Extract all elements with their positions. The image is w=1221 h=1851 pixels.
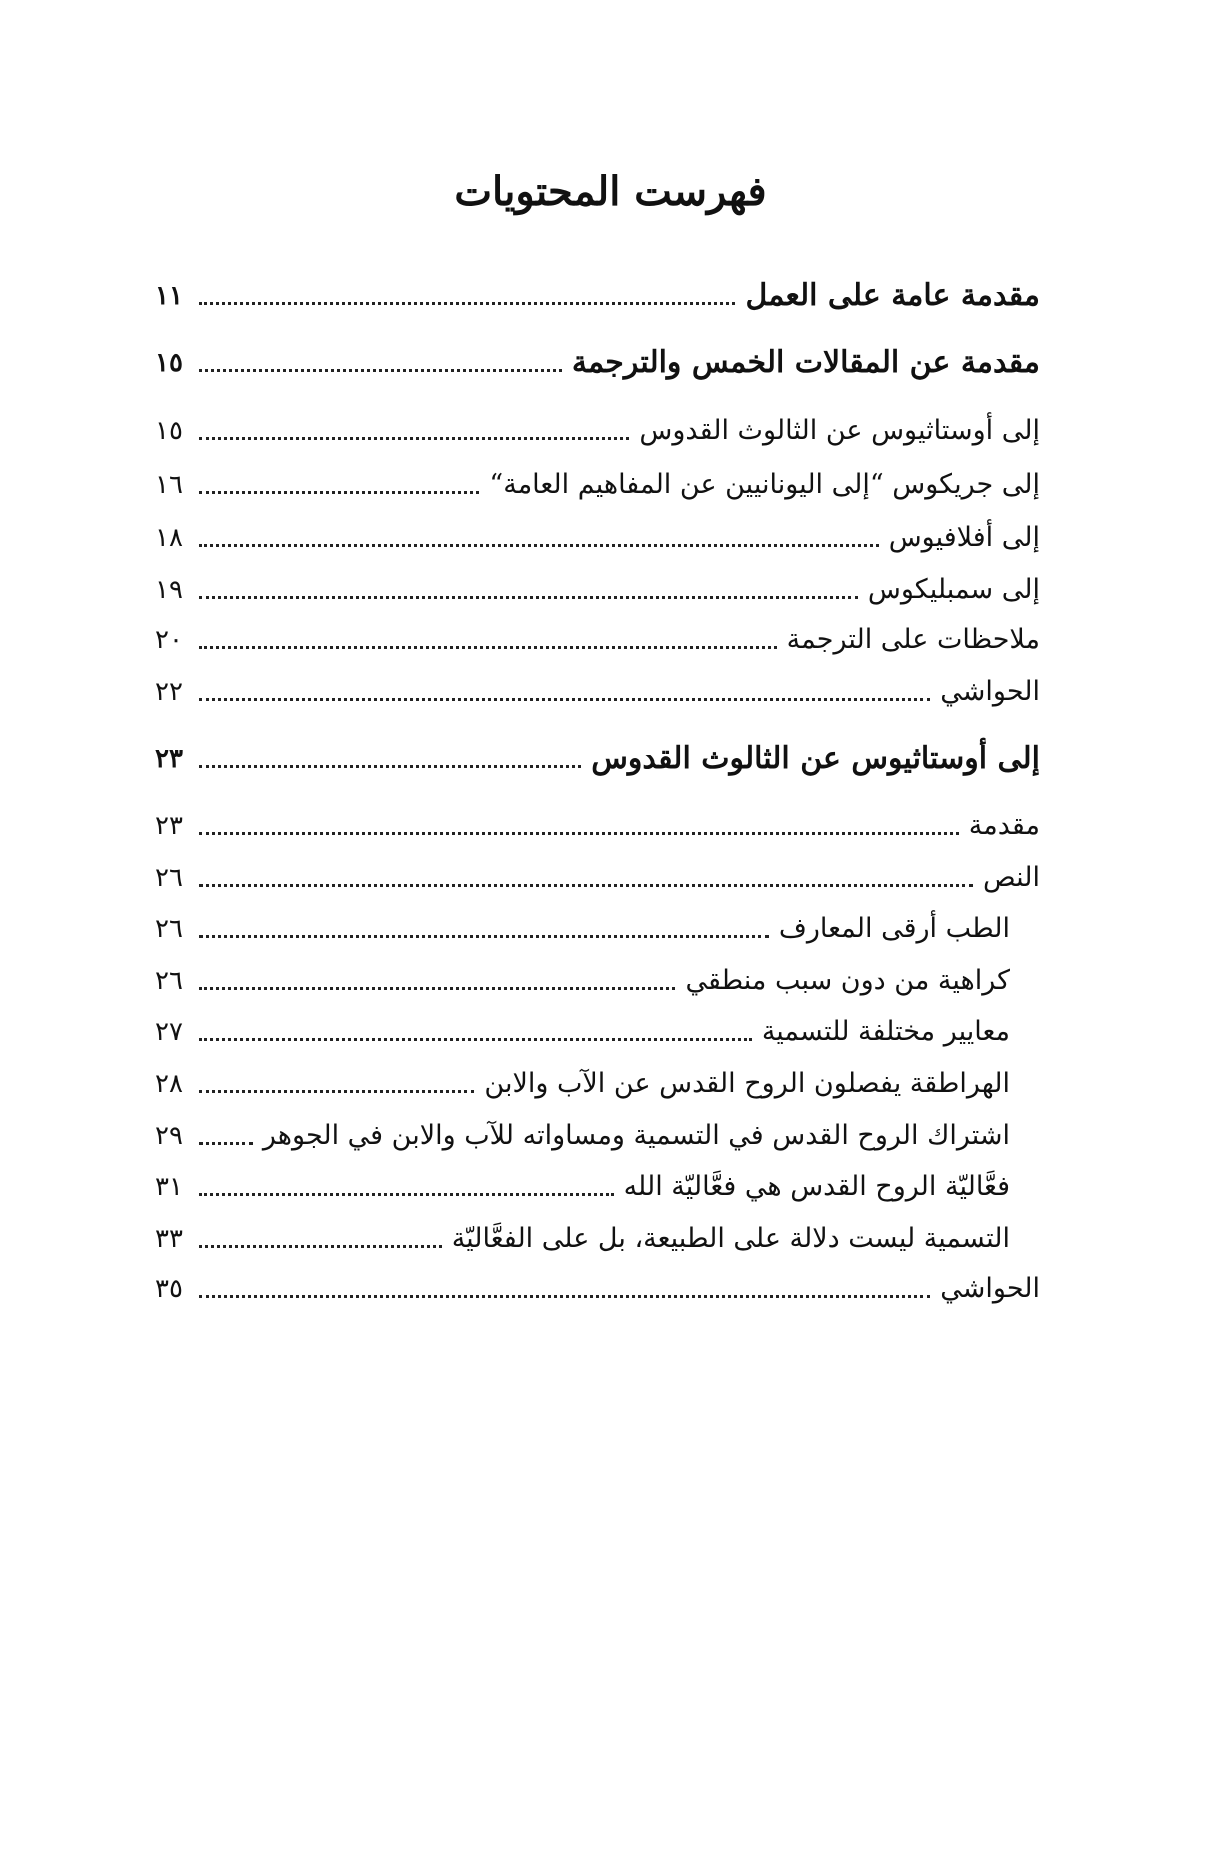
toc-entry-title: مقدمة xyxy=(968,810,1040,841)
dot-leader xyxy=(199,646,777,649)
toc-entry xyxy=(155,1213,1040,1259)
toc-entry xyxy=(155,564,1040,610)
toc-entry xyxy=(155,405,1040,451)
table-of-contents xyxy=(155,0,1040,1851)
toc-entry-title: الحواشي xyxy=(940,676,1040,707)
toc-entry-page-number: ٢٨ xyxy=(155,1069,183,1099)
toc-entry-page-number: ٢٦ xyxy=(155,914,183,944)
toc-entry-page-number: ٢٣ xyxy=(155,744,183,774)
toc-entry-title: الحواشي xyxy=(940,1273,1040,1304)
toc-entry-title: مقدمة عن المقالات الخمس والترجمة xyxy=(571,345,1040,380)
toc-entry xyxy=(155,800,1040,846)
toc-entry-page-number: ٢٩ xyxy=(155,1121,183,1151)
toc-entry-page-number: ١١ xyxy=(155,281,183,311)
toc-entry-title: فعَّاليّة الروح القدس هي فعَّاليّة الله xyxy=(623,1171,1010,1202)
toc-entry-page-number: ٢٠ xyxy=(155,625,183,655)
toc-entry-page-number: ١٥ xyxy=(155,416,183,446)
toc-entry-title: إلى سمبليكوس xyxy=(867,574,1040,605)
toc-entry-page-number: ١٩ xyxy=(155,575,183,605)
dot-leader xyxy=(199,544,879,547)
toc-entry-page-number: ١٦ xyxy=(155,470,183,500)
dot-leader xyxy=(199,765,581,768)
toc-entry-page-number: ٢٣ xyxy=(155,811,183,841)
dot-leader xyxy=(199,698,930,701)
dot-leader xyxy=(199,1295,930,1298)
toc-entry xyxy=(155,903,1040,949)
dot-leader xyxy=(199,491,479,494)
toc-entry-page-number: ٢٦ xyxy=(155,863,183,893)
toc-entry xyxy=(155,270,1040,316)
dot-leader xyxy=(199,1038,752,1041)
toc-entry-title: إلى أوستاثيوس عن الثالوث القدوس xyxy=(591,741,1040,776)
toc-entry-page-number: ١٨ xyxy=(155,523,183,553)
dot-leader xyxy=(199,1142,253,1145)
toc-entry-page-number: ٢٧ xyxy=(155,1017,183,1047)
toc-entry-title: إلى أفلافيوس xyxy=(888,522,1040,553)
dot-leader xyxy=(199,596,858,599)
toc-entry-page-number: ١٥ xyxy=(155,348,183,378)
toc-entry xyxy=(155,1058,1040,1104)
toc-entry xyxy=(155,733,1040,779)
toc-entry-page-number: ٣٥ xyxy=(155,1274,183,1304)
page-title: فهرست المحتويات xyxy=(454,168,767,215)
toc-entry-title: إلى أوستاثيوس عن الثالوث القدوس xyxy=(639,415,1040,446)
toc-entry-page-number: ٣٣ xyxy=(155,1224,183,1254)
toc-entry xyxy=(155,1161,1040,1207)
dot-leader xyxy=(199,935,769,938)
toc-entry-title: ملاحظات على الترجمة xyxy=(786,624,1040,655)
toc-entry-title: كراهية من دون سبب منطقي xyxy=(685,965,1010,996)
dot-leader xyxy=(199,302,735,305)
toc-entry-title: التسمية ليست دلالة على الطبيعة، بل على الفعَّاليّة xyxy=(451,1223,1010,1254)
dot-leader xyxy=(199,437,629,440)
dot-leader xyxy=(199,1245,442,1248)
toc-entry-page-number: ٢٦ xyxy=(155,966,183,996)
toc-entry xyxy=(155,852,1040,898)
toc-entry-title: اشتراك الروح القدس في التسمية ومساواته للآب والابن في الجوهر xyxy=(262,1120,1010,1151)
toc-entry xyxy=(155,1110,1040,1156)
toc-entry xyxy=(155,1263,1040,1309)
toc-entry-title: الطب أرقى المعارف xyxy=(778,913,1010,944)
toc-entry-title: إلى جريكوس “إلى اليونانيين عن المفاهيم العامة“ xyxy=(489,469,1040,500)
toc-entry-page-number: ٣١ xyxy=(155,1172,183,1202)
toc-entry-title: معايير مختلفة للتسمية xyxy=(761,1016,1010,1047)
toc-entry xyxy=(155,614,1040,660)
toc-entry-title: النص xyxy=(983,862,1040,893)
toc-entry-title: مقدمة عامة على العمل xyxy=(745,278,1040,313)
toc-entry xyxy=(155,1006,1040,1052)
dot-leader xyxy=(199,1193,614,1196)
toc-entry xyxy=(155,512,1040,558)
dot-leader xyxy=(199,832,959,835)
toc-entry xyxy=(155,666,1040,712)
toc-entry-page-number: ٢٢ xyxy=(155,677,183,707)
dot-leader xyxy=(199,1090,474,1093)
toc-entry-title: الهراطقة يفصلون الروح القدس عن الآب والابن xyxy=(484,1068,1010,1099)
dot-leader xyxy=(199,369,562,372)
toc-entry xyxy=(155,337,1040,383)
toc-entry xyxy=(155,955,1040,1001)
toc-entry xyxy=(155,459,1040,505)
dot-leader xyxy=(199,987,675,990)
dot-leader xyxy=(199,884,973,887)
